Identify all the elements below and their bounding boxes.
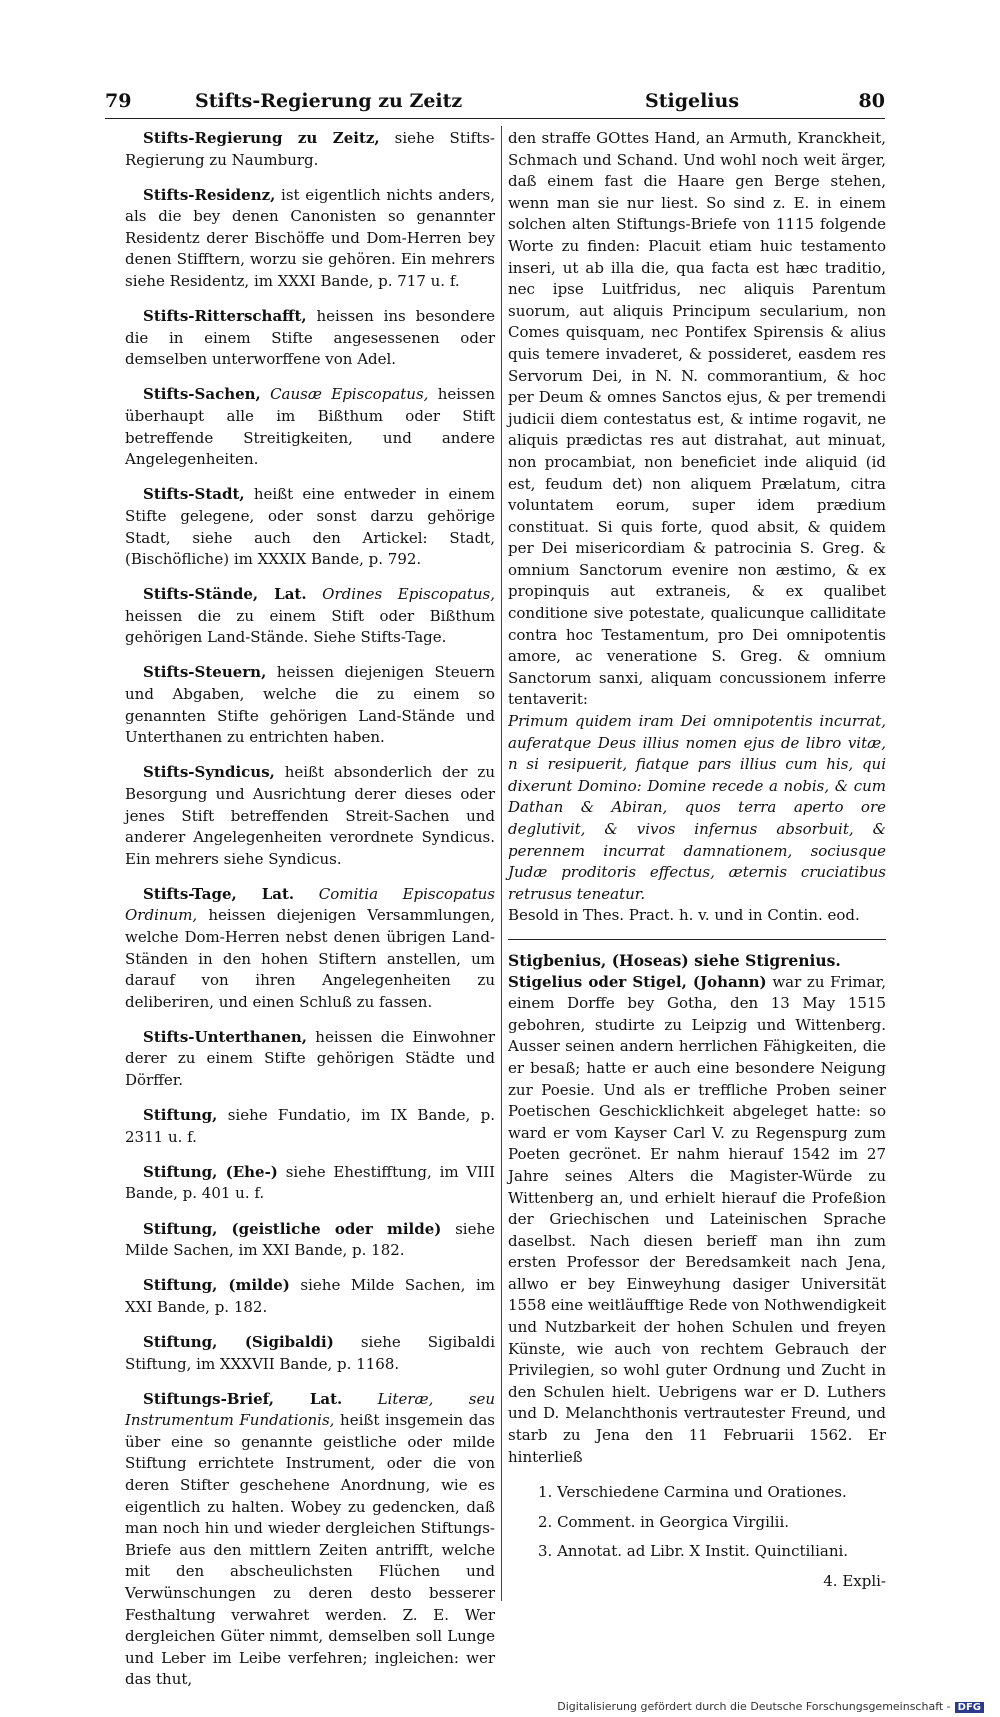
entry: Stifts-Regierung zu Zeitz, siehe Stifts-Regierung zu Naumburg. (125, 129, 495, 169)
entry: Stifts-Stände, Lat. Ordines Episcopatus, heissen die zu einem Stift oder Bißthum gehörigen Land-Stände. Siehe Stifts-Tage. (125, 585, 495, 647)
section-rule (508, 939, 886, 940)
page-number-left: 79 (105, 90, 132, 112)
entry: Stifts-Ritterschafft, heissen ins besondere die in einem Stifte angesessenen oder demselben unterworffene von Adel. (125, 307, 495, 369)
list-item: 1. Verschiedene Carmina und Orationes. (538, 1483, 847, 1502)
entry: Stifts-Tage, Lat. Comitia Episcopatus Ordinum, heissen diejenigen Versammlungen, welche Dom-Herren nebst denen übrigen Land-Ständen in den hohen Stiftern anstellen, um darauf von ihren Angelegenheiten zu deliberiren, und einen Schluß zu fassen. (125, 884, 495, 1011)
entry: Stifts-Sachen, Causæ Episcopatus, heissen überhaupt alle im Bißthum oder Stift betreffende Streitigkeiten, und andere Angelegenheiten. (125, 385, 495, 469)
entry: Stiftung, (geistliche oder milde) siehe Milde Sachen, im XXI Bande, p. 182. (125, 1219, 495, 1260)
running-title-right: Stigelius (645, 90, 740, 112)
entry: Stifts-Syndicus, heißt absonderlich der zu Besorgung und Ausrichtung derer dieses oder jenes Stift betreffenden Streit-Sachen und anderer Angelegenheiten verordnete Syndicus. Ein mehrers siehe Syndicus. (125, 763, 495, 868)
running-title-left: Stifts-Regierung zu Zeitz (195, 90, 463, 112)
page-header (105, 84, 885, 119)
column-divider (501, 126, 502, 1601)
works-list (508, 1482, 886, 1563)
entry: Stiftung, siehe Fundatio, im IX Bande, p. 2311 u. f. (125, 1106, 495, 1146)
dfg-logo: DFG (955, 1702, 984, 1713)
page-number-right: 80 (858, 90, 885, 112)
charter-text: den straffe GOttes Hand, an Armuth, Kranckheit, Schmach und Schand. Und wohl noch weit ärger, daß einem fast die Haare gen Berge stehen, wenn man sie nur liest. So sind z. E. in einem solchen alten Stiftungs-Briefe von 1115 folgende Worte zu finden: Placuit etiam huic testamento inseri, ut ab illa die, qua facta est hæc traditio, nec ipse Luitfridus, nec aliquis Parentum suorum, aut aliquis Principum secularium, non Comes quisquam, nec Pontifex Spirensis & alius quis temere invaderet, & possideret, easdem res Servorum Dei, in N. N. commorantium, & hoc per Deum & omnes Sanctos ejus, & per tremendi judicii diem contestatus est, & intime rogavit, ne aliquis prædictas res aut distrahat, aut minuat, non procambiat, non beneficiet inde aliquid (id est, feudum det) non aliquem Prælatum, citra voluntatem eorum, super idem prædium constituat. Si quis forte, quod absit, & quidem per Dei misericordiam & patrocinia S. Greg. & omnium Sanctorum evenire non æstimo, & ex propinquis aut extraneis, & ex qualibet conditione sive potestate, qualicunque calliditate contra hoc Testamentum, pro Dei omnipotentis amore, ac veneratione S. Greg. & omnium Sanctorum sanxi, aliquam concussionem inferre tentaverit: (508, 129, 886, 709)
right-column (508, 128, 886, 1593)
entry: Stifts-Residenz, ist eigentlich nichts anders, als die bey denen Canonisten so genannter Residentz derer Bischöffe und Dom-Herren bey denen Stifftern, worzu sie gehören. Ein mehrers siehe Residentz, im XXXI Bande, p. 717 u. f. (125, 185, 495, 291)
entry: Stiftung, (Sigibaldi) siehe Sigibaldi Stiftung, im XXXVII Bande, p. 1168. (125, 1332, 495, 1373)
list-item: 2. Comment. in Georgica Virgilii. (538, 1512, 790, 1531)
curse-quote: Primum quidem iram Dei omnipotentis incurrat, auferatque Deus illius nomen ejus de libro vitæ, n si resipuerit, fiatque pars illius cum his, qui dixerunt Domino: Domine recede a nobis, & cum Dathan & Abiran, quos terra aperto ore deglutivit, & vivos infernus absorbuit, & perennem incurrat damnationem, sociusque Judæ proditoris effectus, æternis cruciatibus retrusus teneatur. (508, 712, 886, 903)
entry: Stifts-Stadt, heißt eine entweder in einem Stifte gelegene, oder sonst darzu gehörige Stadt, siehe auch den Artickel: Stadt, (Bischöfliche) im XXXIX Bande, p. 792. (125, 485, 495, 569)
digitization-footer (557, 1700, 984, 1713)
entry: Stiftung, (Ehe-) siehe Ehestifftung, im VIII Bande, p. 401 u. f. (125, 1162, 495, 1203)
list-item: 3. Annotat. ad Libr. X Instit. Quinctiliani. (538, 1542, 849, 1561)
entry-stigelius: Stigelius oder Stigel, (Johann) war zu Frimar, einem Dorffe bey Gotha, den 13 May 1515 gebohren, studirte zu Leipzig und Wittenberg. Ausser seinen andern herrlichen Fähigkeiten, die er besaß; hatte er auch eine besondere Neigung zur Poesie. Und als er treffliche Proben seiner Poetischen Geschicklichkeit abgeleget hatte: so ward er vom Kayser Carl V. zu Regenspurg zum Poeten gecrönet. Er nahm hierauf 1542 im 27 Jahre seines Alters die Magister-Würde zu Wittenberg an, und erhielt hierauf die Profeßion der Griechischen und Lateinischen Sprache daselbst. Nach diesen berieff man ihn zum ersten Professor der Beredsamkeit nach Jena, allwo er bey Einweyhung dasiger Universität 1558 eine weitläufftige Rede von Nothwendigkeit und Nutzbarkeit der hohen Schulen und freyen Künste, wie auch von rechtem Gebrauch der Privilegien, so wohl guter Ordnung und Zucht in den Schulen hielt. Uebrigens war er D. Luthers und D. Melanchthonis vertrautester Freund, und starb zu Jena den 11 Februarii 1562. Er hinterließ (508, 972, 886, 1466)
catchword: 4. Expli- (823, 1572, 886, 1590)
entry: Stifts-Unterthanen, heissen die Einwohner derer zu einem Stifte gehörigen Städte und Dörffer. (125, 1027, 495, 1090)
entry: Stiftungs-Brief, Lat. Literæ, seu Instrumentum Fundationis, heißt insgemein das über eine so genannte geistliche oder milde Stiftung errichtete Instrument, oder die von deren Stifter geschehene Anordnung, wie es eigentlich zu halten. Wobey zu gedencken, daß man noch hin und wieder dergleichen Stiftungs-Briefe aus den mittlern Zeiten antrifft, welche mit den abscheulichsten Flüchen und Verwünschungen zu deren desto besserer Festhaltung verwahret werden. Z. E. Wer dergleichen Güter nimmt, demselben soll Lunge und Leber im Leibe verfehren; ingleichen: wer das thut, (125, 1389, 495, 1689)
source-citation: Besold in Thes. Pract. h. v. und in Contin. eod. (508, 906, 860, 925)
entry: Stiftung, (milde) siehe Milde Sachen, im XXI Bande, p. 182. (125, 1276, 495, 1316)
entry-stigbenius: Stigbenius, (Hoseas) siehe Stigrenius. (508, 950, 841, 970)
entry: Stifts-Steuern, heissen diejenigen Steuern und Abgaben, welche die zu einem so genannten Stifte gehörigen Land-Stände und Unterthanen zu entrichten haben. (125, 663, 495, 747)
footer-text: Digitalisierung gefördert durch die Deutsche Forschungsgemeinschaft - (557, 1700, 951, 1713)
left-column (125, 128, 495, 1704)
